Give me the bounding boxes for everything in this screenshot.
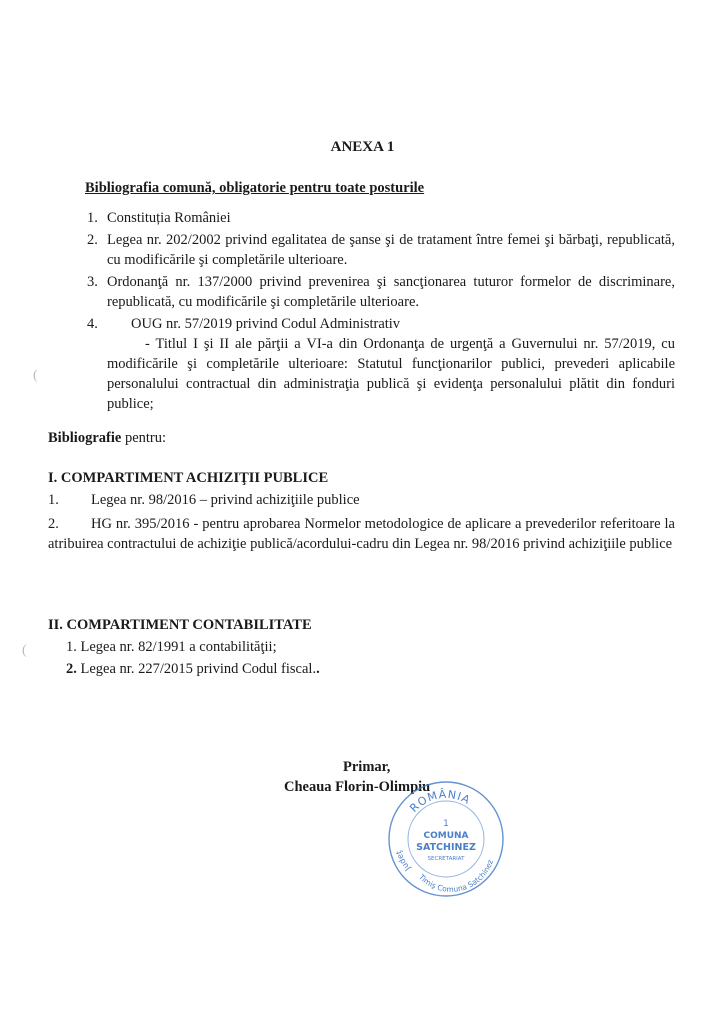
scan-mark: (: [22, 643, 27, 658]
stamp-line3: SECRETARIAT: [427, 856, 465, 862]
signature-role: Primar,: [343, 759, 391, 775]
list-item: [66, 637, 277, 657]
list-item: HG nr. 395/2016 - pentru aprobarea Normelor metodologice de aplicare a prevederilor referitoare la atribuirea contractului de achiziţie publică/acordului-cadru din Legea nr. 98/2016 privind achiziţiile publice: [48, 516, 675, 552]
stamp-line1: COMUNA: [423, 831, 469, 841]
list-subitem: - Titlul I şi II ale părţii a VI-a din Ordonanţa de urgenţă a Guvernului nr. 57/2019, cu modificările şi completările ulterioare: Statutul funcţionarilor publici, prevederi aplicabile personalului contractual din administraţia publică şi evidenţa personalului plătit din fonduri publice;: [107, 336, 675, 412]
svg-text:Judeţ: [394, 850, 412, 874]
official-stamp: [385, 778, 507, 900]
bibliography-label-bold: Bibliografie: [48, 430, 122, 446]
stamp-left-text: Judeţ: [394, 849, 412, 873]
stamp-line2: SATCHINEZ: [416, 842, 476, 853]
page-title: ANEXA 1: [330, 139, 395, 155]
bibliography-label-rest: pentru:: [121, 430, 167, 446]
list-number: 2.: [87, 232, 98, 248]
stamp-number: 1: [443, 819, 449, 829]
list-number: 2.: [66, 661, 77, 677]
list-number: 4.: [87, 316, 98, 332]
list-item: Constituția României: [107, 210, 231, 226]
list-number: 1.: [66, 639, 77, 655]
list-item-text: Legea nr. 227/2015 privind Codul fiscal.: [80, 661, 317, 677]
section-heading-contabilitate: II. COMPARTIMENT CONTABILITATE: [48, 617, 312, 633]
list-item-text: Legea nr. 82/1991 a contabilităţii;: [80, 639, 277, 655]
list-number: 1.: [87, 210, 98, 226]
section-heading-achizitii: I. COMPARTIMENT ACHIZIŢII PUBLICE: [48, 470, 329, 486]
common-bibliography-heading: Bibliografia comună, obligatorie pentru toate posturile: [85, 180, 425, 196]
scan-mark: (: [33, 368, 38, 383]
list-item: Ordonanţă nr. 137/2000 privind prevenirea şi sancţionarea tuturor formelor de discriminare, republicată, cu modificările şi completările ulterioare.: [107, 274, 675, 310]
list-number: 2.: [48, 516, 59, 532]
list-number: 1.: [48, 492, 59, 508]
list-item: 2. Legea nr. 227/2015 privind Codul fiscal..: [66, 661, 320, 677]
stamp-top-text: ROMÂNIA: [407, 787, 473, 815]
list-number: 3.: [87, 274, 98, 290]
stamp-bottom-text: Timiş Comuna Satchinez: [416, 858, 495, 894]
list-item: Legea nr. 202/2002 privind egalitatea de şanse şi de tratament între femei şi bărbaţi, republicată, cu modificările şi completările ulterioare.: [107, 232, 675, 268]
signature-name: Cheaua Florin-Olimpiu: [284, 779, 431, 795]
list-item: OUG nr. 57/2019 privind Codul Administrativ: [131, 316, 401, 332]
bibliography-label: [48, 428, 166, 448]
list-item: Legea nr. 98/2016 – privind achiziţiile publice: [91, 492, 360, 508]
